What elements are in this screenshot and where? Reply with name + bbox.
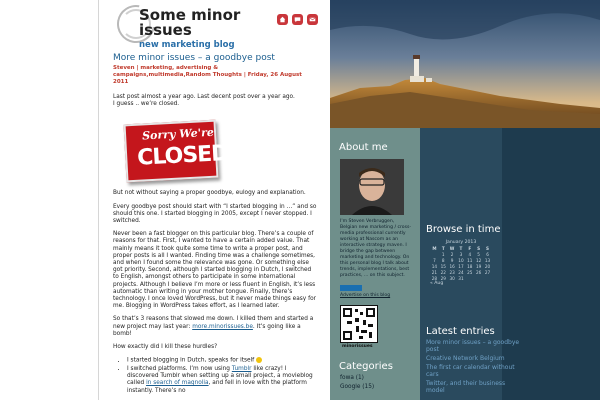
calendar-day[interactable]: 1 [441,251,445,257]
header-photo [330,0,600,128]
calendar-day[interactable]: 25 [467,269,473,275]
category-item[interactable]: Google (15) [340,384,375,390]
p4-text-end: . It’s going like a bomb! [113,323,301,337]
closed-sign-image [121,118,230,180]
author-photo [340,159,404,215]
closed-sign-board [124,120,230,183]
tumblr-link[interactable]: Tumblr [231,365,252,372]
calendar-day-header: S [477,245,481,251]
category-item[interactable]: fowa (1) [340,375,364,381]
calendar-table [430,245,492,281]
latest-item[interactable]: More minor issues – a goodbye post [426,339,520,353]
calendar-day[interactable]: 13 [484,257,491,263]
p4-text: So that’s 3 reasons that slowed me down. I killed them and started a new project may last year: [113,316,314,330]
calendar-day[interactable]: 8 [441,257,445,263]
calendar-day[interactable]: 24 [458,269,464,275]
calendar-day[interactable]: 11 [467,257,473,263]
post-paragraph: But not without saying a proper goodbye, eulogy and explanation. [113,190,306,197]
calendar-day[interactable]: 19 [475,263,482,269]
calendar-day[interactable]: 5 [477,251,480,257]
main-column [98,0,331,400]
calendar-day[interactable]: 6 [486,251,489,257]
smiley-icon [256,357,262,363]
browse-panel [420,128,520,400]
calendar-day[interactable]: 29 [440,275,446,281]
about-column [330,128,420,400]
calendar-day[interactable]: 12 [475,257,482,263]
calendar-day-header: F [468,245,472,251]
mail-icon[interactable] [307,14,318,25]
post-paragraph [113,316,317,338]
calendar-day[interactable]: 30 [449,275,455,281]
advertise-link[interactable]: Advertise on this blog [340,293,391,298]
calendar-day[interactable]: 10 [458,257,464,263]
calendar-day[interactable]: 16 [449,263,455,269]
calendar-day-header: S [486,245,490,251]
latest-entries [420,312,520,394]
calendar-month: January 2013 [445,240,477,245]
closed-sign-sorry: Sorry We're [141,126,215,143]
home-icon[interactable] [277,14,288,25]
calendar-prev-link[interactable]: « Aug [430,281,444,286]
latest-heading: Latest entries [426,326,495,337]
browse-heading: Browse in time [426,224,501,235]
calendar-day[interactable]: 26 [475,269,482,275]
calendar-day[interactable]: 20 [484,263,491,269]
qr-label: minorissues [342,344,373,349]
categories-heading: Categories [339,361,393,372]
post-paragraph: How exactly did I kill these hurdles? [113,344,218,351]
calendar-day[interactable]: 27 [484,269,491,275]
latest-item[interactable]: Twitter, and their business model [426,380,506,394]
calendar-day[interactable]: 14 [431,263,438,269]
calendar-day[interactable]: 22 [440,269,446,275]
calendar-day[interactable]: 18 [467,263,473,269]
calendar-day-header: W [449,245,455,251]
more-minorissues-link[interactable]: more.minorissues.be [192,323,253,330]
list-item [127,357,317,365]
about-heading: About me [339,142,388,153]
calendar-day[interactable]: 4 [468,251,472,257]
calendar-day-header: T [441,245,445,251]
post-paragraph: Never been a fast blogger on this particular blog. There’s a couple of reasons for that. First, I wanted to have a certain added value. That mainly means it took quite some time to write a proper post, and proper posts is all I wanted. Finding time was a challenge sometimes, and when I found some the relevance was gone. Or something else got priority. Second, although I started blogging in Dutch, I switched to English, amongst others to participate in some international projects. Although I believe I’m more or less fluent in English, it’s less automatic than writing in your mother tongue. Finally, there’s technology. I once loved WordPress, but it never made things easy for me. Blogging in WordPress takes effort, as I learned later. [113,231,317,310]
header-icons [277,14,318,25]
left-margin [0,0,98,400]
blog-post [99,53,331,395]
categories-list [340,374,420,392]
site-tagline: new marketing blog [139,40,235,50]
calendar-day[interactable]: 15 [440,263,446,269]
post-title[interactable]: More minor issues – a goodbye post [113,53,275,63]
qr-code [340,305,378,343]
chat-icon[interactable] [292,14,303,25]
list-item-text: I switched platforms. I’m now using [127,365,232,372]
list-item-text: like crazy! I discovered Tumblr when setting up a small project, a movieblog called [127,365,313,387]
linkedin-badge[interactable] [340,285,362,291]
calendar-day[interactable]: 17 [458,263,464,269]
browse-column [420,128,600,400]
post-list [113,357,317,395]
post-paragraph: Every goodbye post should start with “I started blogging in …” and so should this one. I started blogging in 2005, except I never stopped. I switched. [113,203,317,225]
list-item-text: , and fell in love with the platform instantly. There’s no [127,380,307,394]
closed-sign-closed: CLOSED [136,141,230,172]
calendar-day[interactable]: 3 [459,251,463,257]
list-item-text: I started blogging in Dutch, speaks for itself [127,357,255,364]
calendar-day[interactable]: 7 [433,257,436,263]
site-header [99,0,331,52]
latest-item[interactable]: Creative Network Belgium [426,355,505,362]
calendar-day[interactable]: 21 [431,269,438,275]
calendar-day[interactable]: 2 [450,251,454,257]
calendar-day[interactable]: 31 [458,275,464,281]
calendar-day[interactable]: 23 [449,269,455,275]
post-intro: Last post almost a year ago. Last decent post over a year ago. I guess .. we’re closed. [113,94,295,108]
about-text: I'm Steven Verbruggen, Belgian new marketing / cross-media professional currently working at Nascom as an interactive strategy maven. I bridge the gap between marketing and technology. On this personal blog I talk about trends, implementations, best practices, ... on this subject. [340,219,412,278]
post-meta[interactable]: Steven | marketing, advertising & campaigns,multimedia,Random Thoughts | Friday, 26 August 2011 [113,65,302,85]
calendar [430,240,492,286]
calendar-day[interactable]: 28 [431,275,438,281]
calendar-day-header: T [459,245,463,251]
latest-item[interactable]: The first car calendar without cars [426,364,515,378]
calendar-day-header: M [432,245,437,251]
list-item [127,366,317,395]
calendar-day[interactable]: 9 [450,257,454,263]
site-title[interactable]: Some minor issues [139,6,241,39]
magnolia-link[interactable]: in search of magnolia [146,380,209,387]
